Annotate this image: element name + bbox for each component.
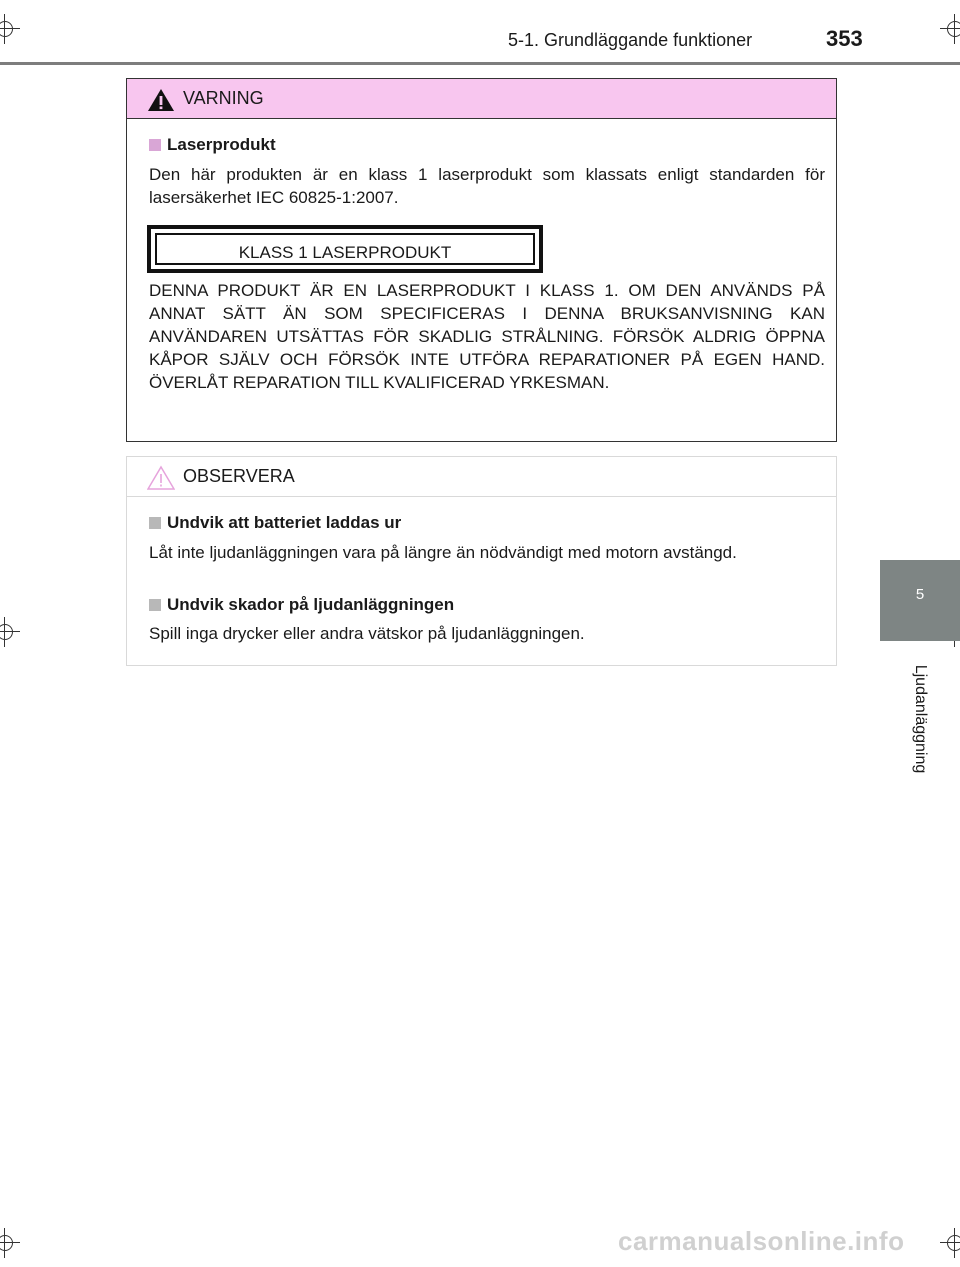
crop-mark-top-right bbox=[940, 14, 960, 44]
warning-heading: VARNING bbox=[183, 88, 264, 108]
caution-item-text: Låt inte ljudanläggningen vara på längre än nödvändigt med motorn avstängd. bbox=[149, 543, 737, 562]
watermark: carmanualsonline.info bbox=[618, 1226, 905, 1256]
square-bullet-icon bbox=[149, 139, 161, 151]
warning-triangle-icon bbox=[147, 87, 175, 113]
caution-triangle-icon bbox=[147, 465, 175, 491]
laser-label-text: KLASS 1 LASERPRODUKT bbox=[238, 243, 452, 262]
caution-item-title: Undvik att batteriet laddas ur bbox=[149, 513, 401, 533]
header-rule bbox=[0, 62, 960, 65]
square-bullet-icon bbox=[149, 599, 161, 611]
square-bullet-icon bbox=[149, 517, 161, 529]
page-number: 353 bbox=[826, 26, 863, 51]
laser-label-box bbox=[147, 225, 543, 273]
caution-item-title: Undvik skador på ljudanläggningen bbox=[149, 595, 454, 615]
caution-header bbox=[127, 457, 836, 497]
warning-item-text: Den här produkten är en klass 1 laserprodukt som klassats enligt standarden för lasersäkerhet IEC 60825-1:2007. bbox=[149, 165, 825, 207]
caution-box bbox=[126, 456, 837, 666]
chapter-tab bbox=[880, 560, 960, 641]
crop-mark-bottom-left bbox=[0, 1228, 20, 1258]
warning-caps-text: DENNA PRODUKT ÄR EN LASERPRODUKT I KLASS 1. OM DEN ANVÄNDS PÅ ANNAT SÄTT ÄN SOM SPECIFICERAS I DENNA BRUKSANVISNING KAN ANVÄNDAREN UTSÄTTAS FÖR SKADLIG STRÅLNING. FÖRSÖK ALDRIG ÖPPNA KÅPOR SJÄLV OCH FÖRSÖK INTE UTFÖRA REPARATIONER PÅ EGEN HAND. ÖVERLÅT REPARATION TILL KVALIFICERAD YRKESMAN. bbox=[149, 281, 825, 392]
chapter-label: Ljudanläggning bbox=[912, 664, 929, 774]
caution-heading: OBSERVERA bbox=[183, 466, 295, 486]
crop-mark-bottom-right bbox=[940, 1228, 960, 1258]
warning-box bbox=[126, 78, 837, 442]
warning-item-title: Laserprodukt bbox=[149, 135, 276, 155]
crop-mark-top-left bbox=[0, 14, 20, 44]
section-title: 5-1. Grundläggande funktioner bbox=[508, 30, 753, 50]
warning-header bbox=[127, 79, 836, 119]
caution-item-text: Spill inga drycker eller andra vätskor på ljudanläggningen. bbox=[149, 624, 585, 643]
crop-mark-mid-left bbox=[0, 617, 20, 647]
chapter-number: 5 bbox=[915, 586, 925, 603]
